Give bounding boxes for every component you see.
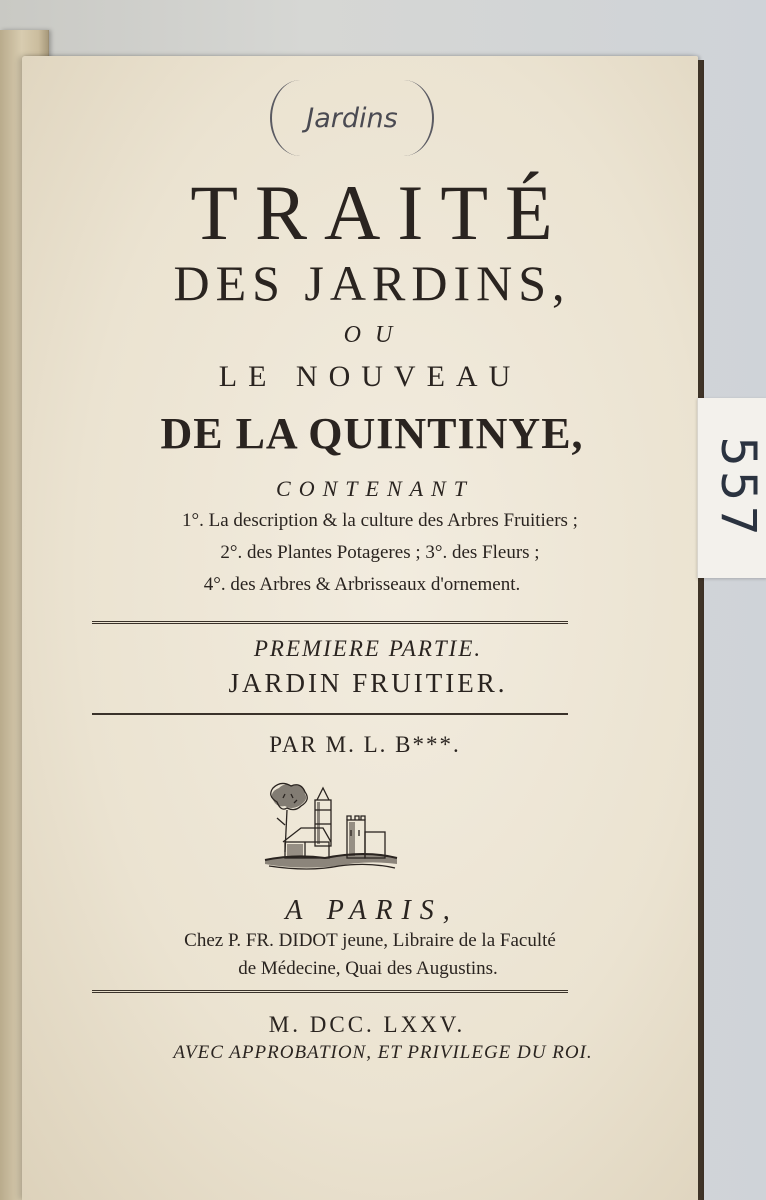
imprint-publisher-line-2: de Médecine, Quai des Augustins. (238, 958, 498, 979)
contents-heading: CONTENANT (276, 476, 474, 501)
imprint-year: M. DCC. LXXV. (268, 1012, 466, 1037)
imprint-privilege: AVEC APPROBATION, ET PRIVILEGE DU ROI. (173, 1042, 593, 1063)
title-line-ou: OU (343, 322, 407, 348)
title-line-quintinye: DE LA QUINTINYE, (160, 409, 584, 458)
part-name: JARDIN FRUITIER. (228, 668, 508, 698)
contents-item-1: 1°. La description & la culture des Arbres Fruitiers ; (182, 510, 578, 531)
title-line-jardins: DES JARDINS, (173, 255, 571, 311)
author-line: PAR M. L. B***. (269, 732, 461, 757)
title-line-traite: TRAITÉ (190, 169, 570, 256)
pencil-annotation: Jardins (270, 80, 434, 156)
title-line-nouveau: LE NOUVEAU (218, 360, 522, 393)
shelf-tag (697, 398, 766, 578)
printers-vignette-illustration (255, 780, 405, 880)
double-rule-divider (92, 621, 568, 624)
shelf-tag-number: 557 (710, 436, 766, 540)
part-label: PREMIERE PARTIE. (253, 636, 483, 661)
rule-divider (92, 713, 568, 715)
contents-item-3: 4°. des Arbres & Arbrisseaux d'ornement. (203, 574, 521, 595)
contents-item-2: 2°. des Plantes Potageres ; 3°. des Fleurs ; (220, 542, 540, 563)
imprint-city: A PARIS, (285, 895, 459, 926)
double-rule-divider-bottom (92, 990, 568, 993)
imprint-publisher-line-1: Chez P. FR. DIDOT jeune, Libraire de la Faculté (184, 930, 556, 951)
